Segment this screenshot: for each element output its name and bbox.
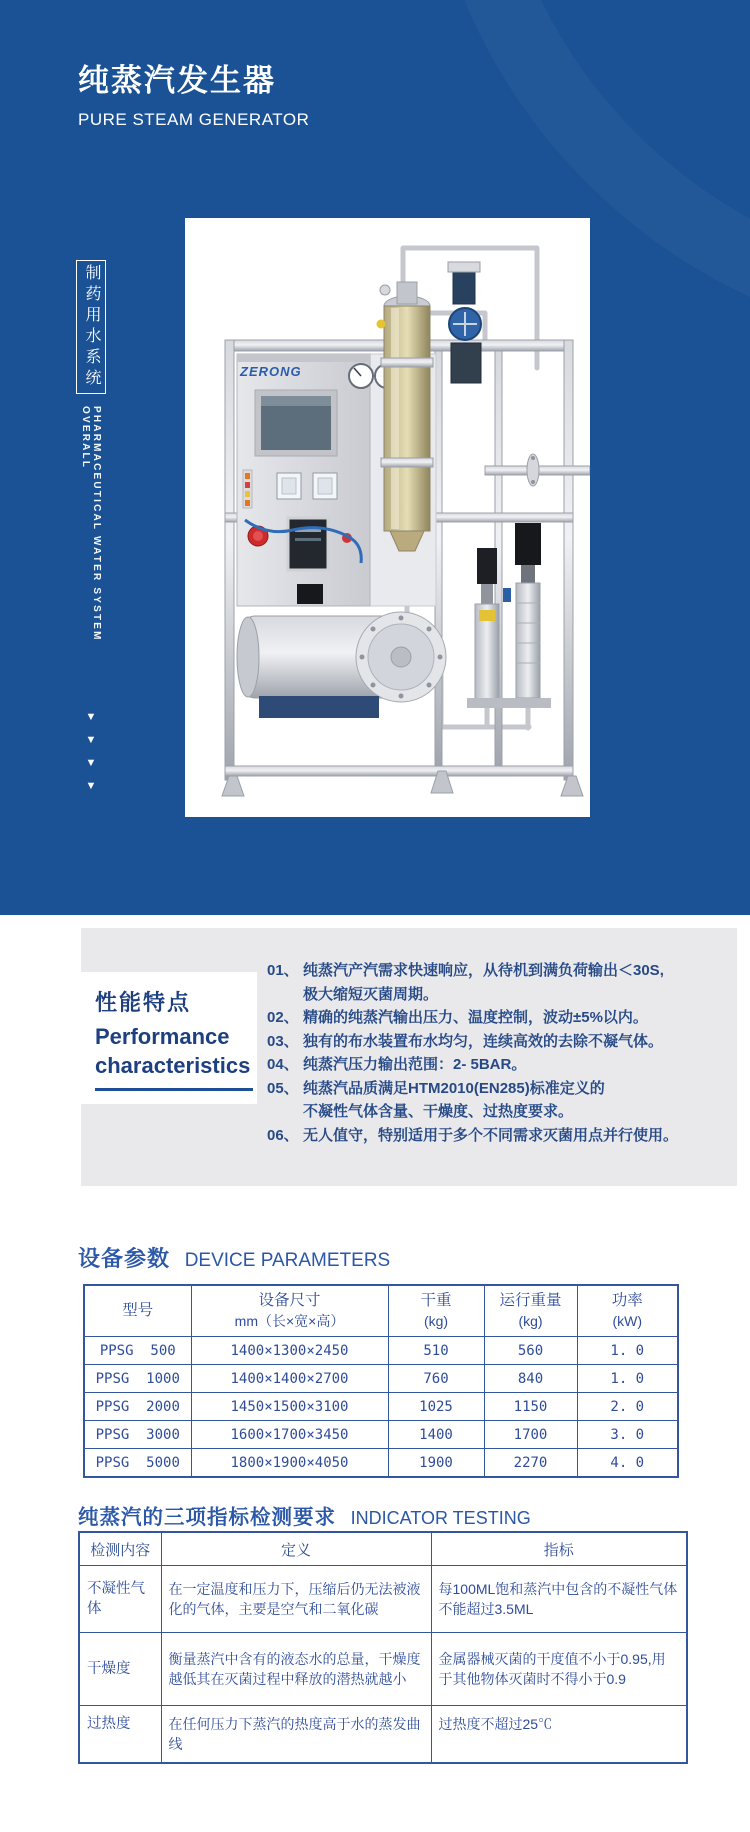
blue-valve-assembly — [448, 262, 481, 383]
heading-en: DEVICE PARAMETERS — [184, 1249, 391, 1271]
down-arrow-icon: ▼ — [85, 780, 97, 792]
table-cell: 1. 0 — [577, 1365, 678, 1393]
indicator-value: 过热度不超过25℃ — [431, 1706, 687, 1764]
column-header: 型号 — [84, 1285, 191, 1337]
indicator-definition: 衡量蒸汽中含有的液态水的总量，干燥度越低其在灭菌过程中释放的潜热就越小 — [161, 1633, 431, 1706]
item-number: 04、 — [267, 1056, 299, 1073]
performance-list — [267, 959, 729, 1147]
device-parameters-heading — [78, 1242, 390, 1273]
performance-title-card — [40, 972, 257, 1104]
table-cell: 1450×1500×3100 — [191, 1393, 388, 1421]
performance-item — [267, 1030, 729, 1054]
table-row — [84, 1449, 678, 1478]
table-cell: 2. 0 — [577, 1393, 678, 1421]
column-header: 干重 (kg) — [388, 1285, 484, 1337]
indicator-table — [78, 1531, 688, 1764]
indicator-value: 金属器械灭菌的干度值不小于0.95,用于其他物体灭菌时不得小于0.9 — [431, 1633, 687, 1706]
indicator-name: 不凝性气体 — [79, 1566, 161, 1633]
indicator-value: 每100ML饱和蒸汽中包含的不凝性气体不能超过3.5ML — [431, 1566, 687, 1633]
steam-tank — [237, 612, 446, 718]
page-title: 纯蒸汽发生器 — [78, 63, 276, 98]
table-row — [84, 1421, 678, 1449]
performance-title-en-line1: Performance — [95, 1024, 230, 1049]
table-cell: 510 — [388, 1337, 484, 1365]
heading-en: INDICATOR TESTING — [350, 1507, 531, 1528]
performance-panel — [81, 928, 737, 1186]
item-number: 02、 — [267, 1009, 299, 1026]
item-text: 精确的纯蒸汽输出压力、温度控制，波动±5%以内。 — [303, 1009, 648, 1026]
vertical-label: 制药用水系统 — [83, 264, 100, 390]
table-cell: 1600×1700×3450 — [191, 1421, 388, 1449]
performance-item — [267, 959, 729, 1006]
heading-cn: 纯蒸汽的三项指标检测要求 — [78, 1505, 336, 1529]
item-number: 03、 — [267, 1032, 299, 1050]
indicator-definition: 在一定温度和压力下，压缩后仍无法被液化的气体，主要是空气和二氧化碳 — [161, 1566, 431, 1633]
control-panel — [237, 354, 370, 606]
product-photo — [185, 218, 590, 817]
heading-cn: 设备参数 — [78, 1245, 171, 1271]
item-text: 纯蒸汽产汽需求快速响应，从待机到满负荷输出＜30S, 极大缩短灭菌周期。 — [303, 962, 664, 1003]
performance-item — [267, 1077, 729, 1124]
table-row — [84, 1365, 678, 1393]
table-row — [79, 1633, 687, 1706]
table-header-row — [79, 1532, 687, 1566]
performance-title-cn: 性能特点 — [95, 990, 192, 1015]
column-header: 设备尺寸 mm（长×宽×高） — [191, 1285, 388, 1337]
page-subtitle: PURE STEAM GENERATOR — [78, 110, 310, 129]
table-cell: 1400×1300×2450 — [191, 1337, 388, 1365]
table-cell: PPSG 1000 — [84, 1365, 191, 1393]
table-row — [79, 1706, 687, 1764]
table-cell: 1700 — [484, 1421, 577, 1449]
table-row — [84, 1393, 678, 1421]
table-cell: PPSG 3000 — [84, 1421, 191, 1449]
down-arrow-icon: ▼ — [85, 734, 97, 746]
table-cell: 1900 — [388, 1449, 484, 1478]
down-arrows — [80, 712, 102, 792]
item-text: 无人值守，特别适用于多个不同需求灭菌用点并行使用。 — [303, 1126, 679, 1144]
indicator-testing-heading — [78, 1500, 531, 1531]
steam-column — [377, 282, 434, 551]
performance-item — [267, 1124, 729, 1148]
column-header: 检测内容 — [79, 1532, 161, 1566]
machine-illustration — [185, 218, 590, 817]
item-text: 纯蒸汽压力输出范围：2- 5BAR。 — [303, 1056, 527, 1073]
table-cell: 1150 — [484, 1393, 577, 1421]
table-cell: 1. 0 — [577, 1337, 678, 1365]
item-number: 01、 — [267, 962, 299, 979]
table-cell: 1025 — [388, 1393, 484, 1421]
column-header: 定义 — [161, 1532, 431, 1566]
hero-section — [0, 0, 750, 915]
pumps — [467, 523, 551, 708]
vertical-label-box — [76, 260, 106, 394]
table-header-row — [84, 1285, 678, 1337]
table-cell: 1400 — [388, 1421, 484, 1449]
indicator-definition: 在任何压力下蒸汽的热度高于水的蒸发曲线 — [161, 1706, 431, 1764]
down-arrow-icon: ▼ — [85, 757, 97, 769]
indicator-name: 干燥度 — [79, 1633, 161, 1706]
table-cell: 560 — [484, 1337, 577, 1365]
down-arrow-icon: ▼ — [85, 711, 97, 723]
performance-title-en — [95, 1022, 250, 1080]
table-cell: 840 — [484, 1365, 577, 1393]
item-number: 05、 — [267, 1079, 299, 1097]
performance-item — [267, 1006, 729, 1030]
indicator-name: 过热度 — [79, 1706, 161, 1764]
table-cell: PPSG 500 — [84, 1337, 191, 1365]
column-header: 指标 — [431, 1532, 687, 1566]
table-cell: PPSG 5000 — [84, 1449, 191, 1478]
table-cell: 2270 — [484, 1449, 577, 1478]
vertical-label-en: PHARMACEUTICAL WATER SYSTEM OVERALL — [80, 406, 102, 642]
performance-title-en-line2: characteristics — [95, 1053, 251, 1078]
table-cell: 1800×1900×4050 — [191, 1449, 388, 1478]
item-number: 06、 — [267, 1126, 299, 1144]
column-header: 运行重量 (kg) — [484, 1285, 577, 1337]
column-header: 功率 (kW) — [577, 1285, 678, 1337]
table-cell: 3. 0 — [577, 1421, 678, 1449]
table-row — [84, 1337, 678, 1365]
table-cell: 760 — [388, 1365, 484, 1393]
table-row — [79, 1566, 687, 1633]
table-cell: 1400×1400×2700 — [191, 1365, 388, 1393]
performance-item — [267, 1053, 729, 1077]
table-cell: 4. 0 — [577, 1449, 678, 1478]
device-parameters-table — [83, 1284, 679, 1478]
item-text: 独有的布水装置布水均匀，连续高效的去除不凝气体。 — [303, 1032, 664, 1050]
table-cell: PPSG 2000 — [84, 1393, 191, 1421]
title-underline — [95, 1088, 253, 1091]
brand-logo: ZERONG — [240, 364, 302, 379]
item-text: 纯蒸汽品质满足HTM2010(EN285)标准定义的 不凝性气体含量、干燥度、过热度要求。 — [303, 1079, 605, 1120]
